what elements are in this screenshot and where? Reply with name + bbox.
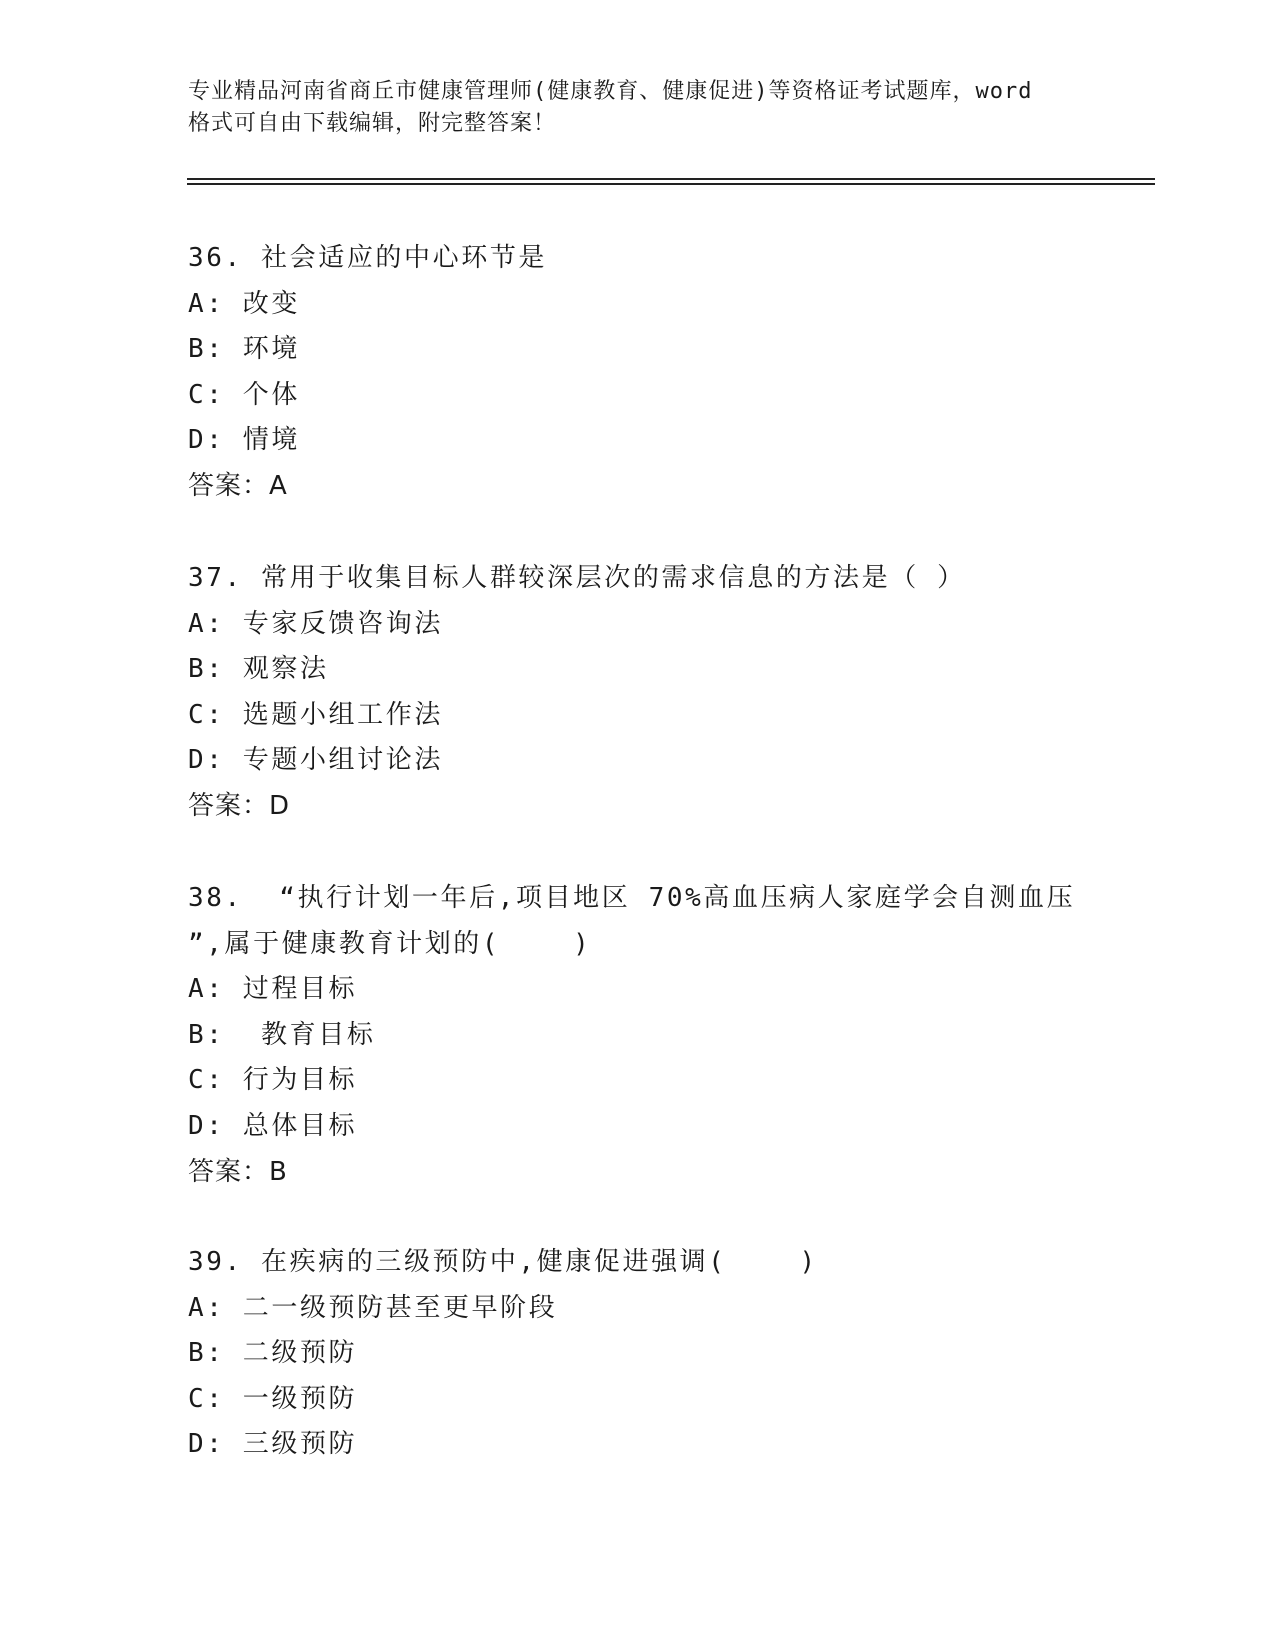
option-b: B: 环境 (188, 334, 300, 365)
question-stem: 36. 社会适应的中心环节是 (188, 243, 548, 273)
question-39 (188, 1240, 1108, 1468)
header-divider-bottom (187, 183, 1155, 185)
option-d: D: 总体目标 (188, 1110, 358, 1141)
option-d: D: 情境 (188, 425, 300, 456)
option-a: A: 过程目标 (188, 974, 358, 1005)
option-c: C: 行为目标 (188, 1065, 358, 1096)
header-line-2: 格式可自由下载编辑，附完整答案！ (188, 111, 557, 136)
question-stem-line-1: 38. “执行计划一年后,项目地区 70%高血压病人家庭学会自测血压 (188, 883, 1076, 913)
option-c: C: 选题小组工作法 (188, 699, 443, 730)
option-c: C: 一级预防 (188, 1383, 358, 1414)
question-stem: 39. 在疾病的三级预防中,健康促进强调( ) (188, 1247, 818, 1277)
question-stem: 37. 常用于收集目标人群较深层次的需求信息的方法是（ ） (188, 563, 966, 593)
question-38 (188, 876, 1108, 1195)
option-a: A: 二一级预防甚至更早阶段 (188, 1292, 558, 1323)
document-header (188, 76, 1088, 140)
question-36 (188, 236, 1108, 510)
answer-line: 答案：B (188, 1156, 288, 1187)
option-d: D: 三级预防 (188, 1429, 358, 1460)
option-b: B: 观察法 (188, 654, 329, 685)
option-b: B: 教育目标 (188, 1019, 376, 1050)
question-stem-line-2: ”,属于健康教育计划的( ) (188, 928, 592, 959)
question-37 (188, 556, 1108, 830)
header-line-1: 专业精品河南省商丘市健康管理师(健康教育、健康促进)等资格证考试题库，word (188, 79, 1033, 104)
option-a: A: 专家反馈咨询法 (188, 608, 443, 639)
option-b: B: 二级预防 (188, 1338, 358, 1369)
option-d: D: 专题小组讨论法 (188, 745, 443, 776)
option-a: A: 改变 (188, 288, 300, 319)
answer-line: 答案：A (188, 470, 288, 501)
option-c: C: 个体 (188, 379, 300, 410)
header-divider-top (187, 178, 1155, 180)
answer-line: 答案：D (188, 790, 291, 821)
